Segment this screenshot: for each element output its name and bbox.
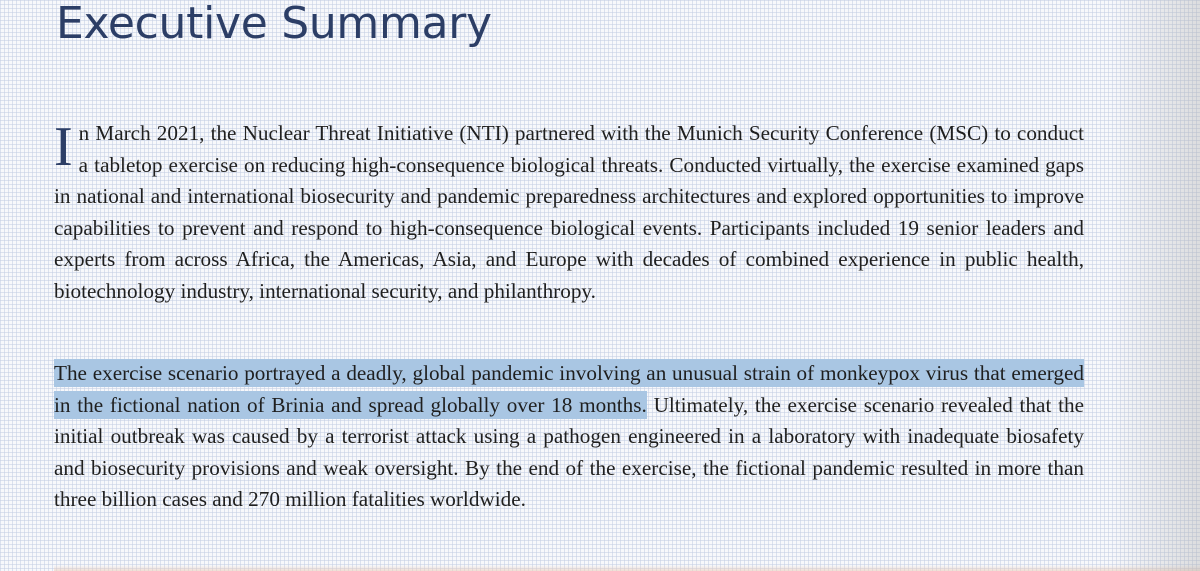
paragraph-scenario-text: Ultimately, the exercise scenario revealed that the initial outbreak was caused by a terrorist attack using a pathogen engineered in a laboratory with inadequate biosafety and biosecurity provisions and weak oversight. By the end of the exercise, the fictional pandemic resulted in more than three billion cases and 270 million fatalities worldwide.: [54, 392, 1084, 511]
page-bottom-edge: [54, 565, 1200, 571]
paragraph-intro: [54, 118, 1084, 307]
highlighted-text[interactable]: The exercise scenario portrayed a deadly, global pandemic involving an unusual strain of monkeypox virus that emerged in the fictional nation of Brinia and spread globally over 18 months.: [54, 361, 1084, 417]
drop-cap: I: [54, 116, 73, 178]
page-title: Executive Summary: [56, 0, 492, 49]
paragraph-scenario: [54, 358, 1084, 516]
paragraph-intro-text: n March 2021, the Nuclear Threat Initiative (NTI) partnered with the Munich Security Conference (MSC) to conduct a tabletop exercise on reducing high-consequence biological threats. Conducted virtually, the exercise examined gaps in national and international biosecurity and pandemic preparedness architectures and explored opportunities to improve capabilities to prevent and respond to high-consequence biological events. Participants included 19 senior leaders and experts from across Africa, the Americas, Asia, and Europe with decades of combined experience in public health, biotechnology industry, international security, and philanthropy.: [54, 121, 1084, 303]
